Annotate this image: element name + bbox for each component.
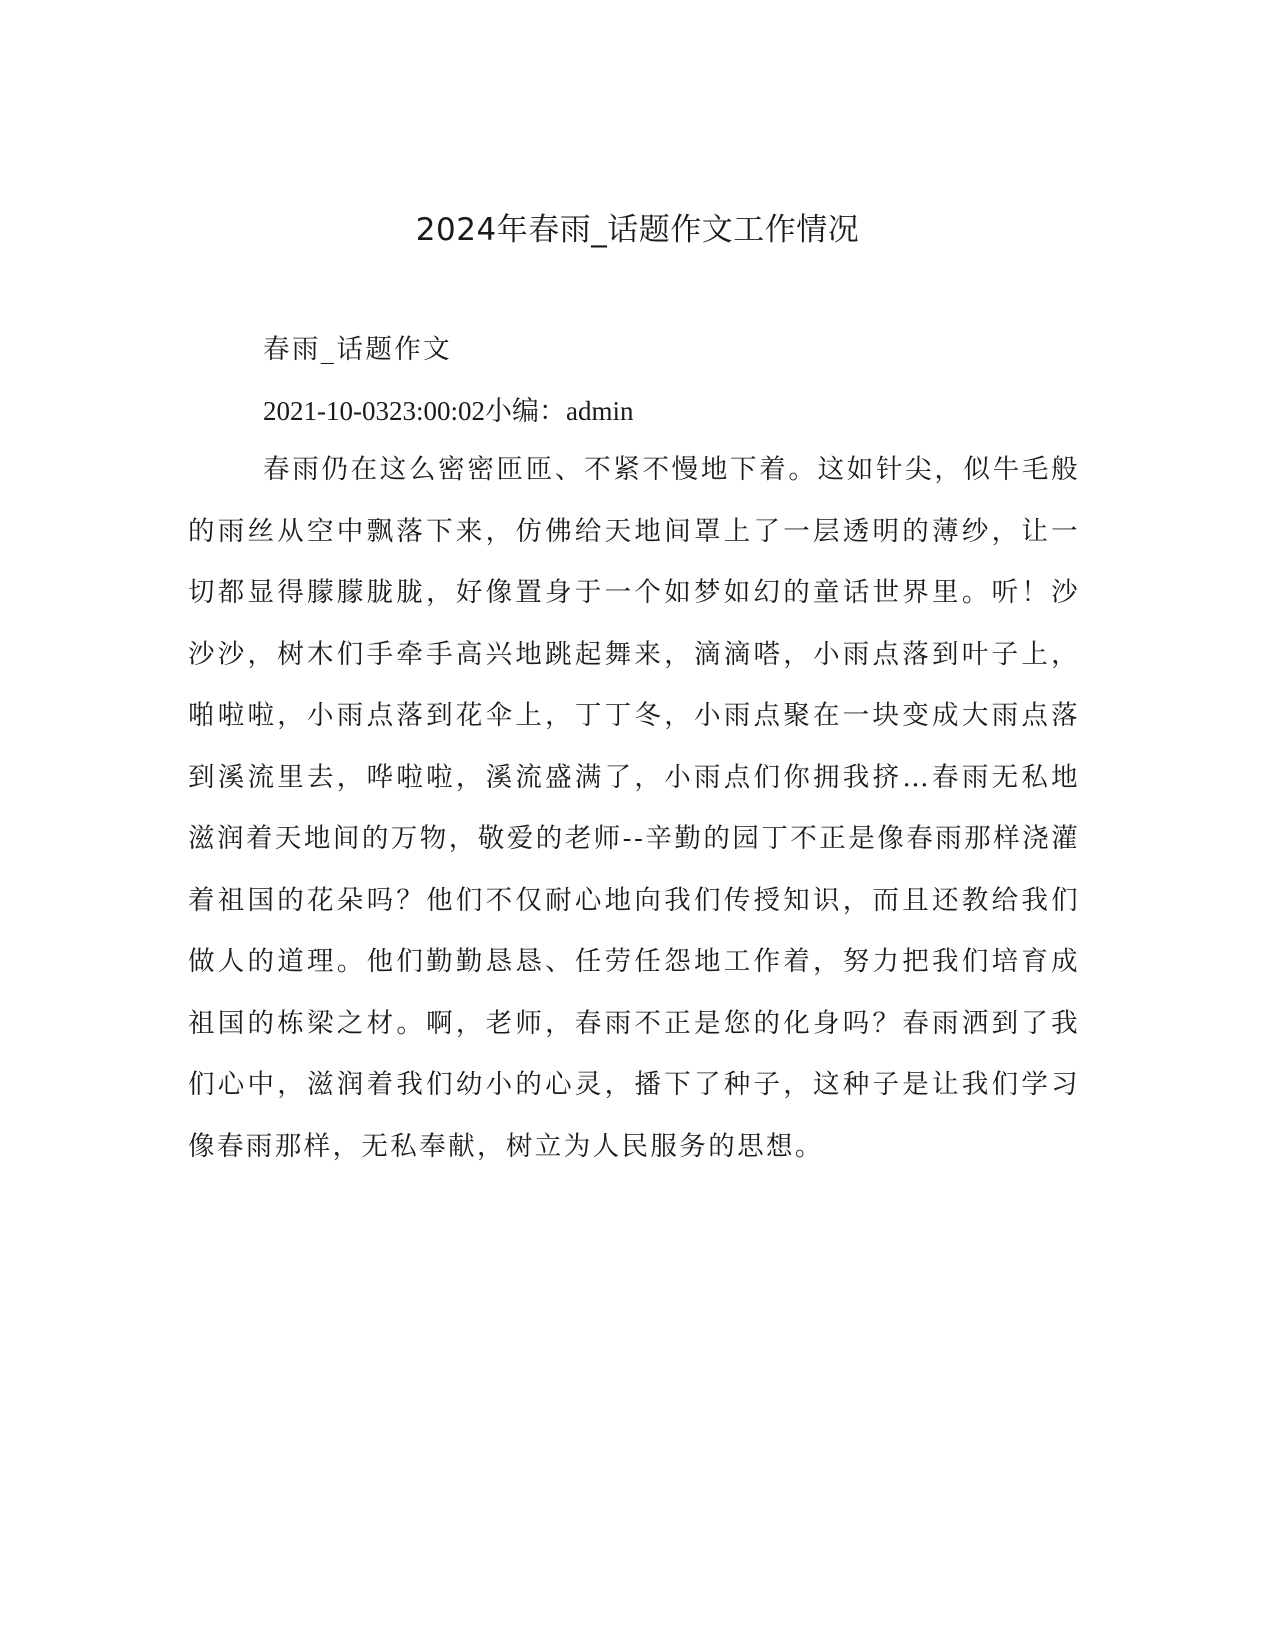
article-meta: 2021-10-0323:00:02小编：admin [263, 396, 634, 426]
article-body: 春雨仍在这么密密匝匝、不紧不慢地下着。这如针尖，似牛毛般的雨丝从空中飘落下来，仿佛给天地间罩上了一层透明的薄纱，让一切都显得朦朦胧胧，好像置身于一个如梦如幻的童话世界里。听！沙沙沙，树木们手牵手高兴地跳起舞来，滴滴嗒，小雨点落到叶子上，啪啦啦，小雨点落到花伞上，丁丁冬，小雨点聚在一块变成大雨点落到溪流里去，哗啦啦，溪流盛满了，小雨点们你拥我挤…春雨无私地滋润着天地间的万物，敬爱的老师--辛勤的园丁不正是像春雨那样浇灌着祖国的花朵吗？他们不仅耐心地向我们传授知识，而且还教给我们做人的道理。他们勤勤恳恳、任劳任怨地工作着，努力把我们培育成祖国的栋梁之材。啊，老师，春雨不正是您的化身吗？春雨洒到了我们心中，滋润着我们幼小的心灵，播下了种子，这种子是让我们学习像春雨那样，无私奉献，树立为人民服务的思想。 [188, 454, 1080, 1162]
article-subtitle: 春雨_话题作文 [263, 334, 453, 365]
document-content [188, 328, 1080, 1177]
document-title: 2024年春雨_话题作文工作情况 [415, 212, 860, 248]
